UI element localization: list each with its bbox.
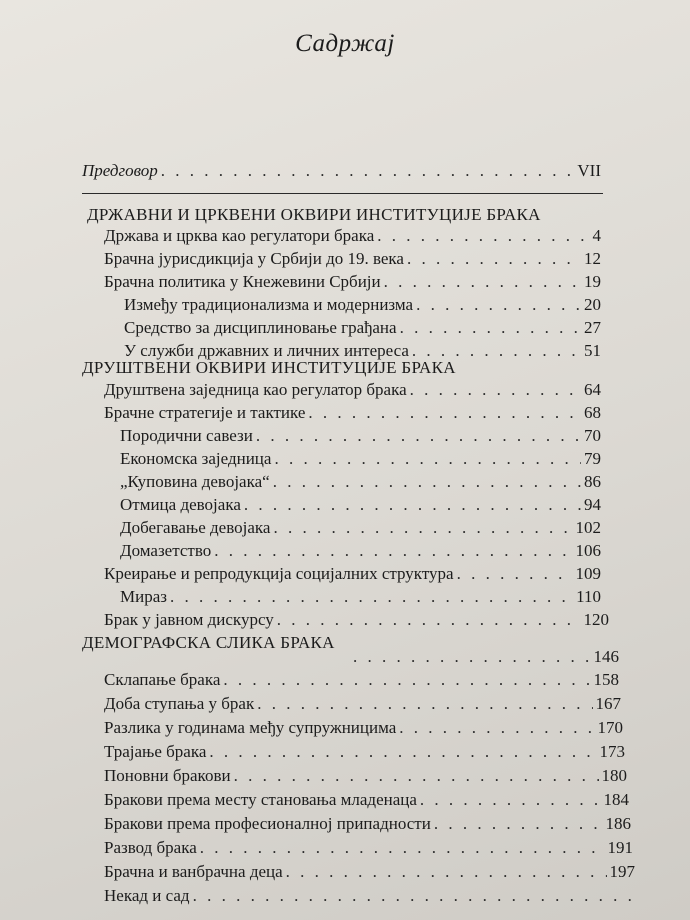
leader-dots bbox=[377, 226, 589, 246]
toc-entry[interactable] bbox=[104, 886, 635, 906]
entry-label: Трајање брака bbox=[104, 742, 207, 761]
entry-page: 70 bbox=[584, 426, 601, 445]
leader-dots bbox=[257, 694, 592, 714]
toc-entry[interactable] bbox=[104, 610, 609, 630]
leader-dots bbox=[420, 790, 601, 810]
entry-page: 51 bbox=[584, 341, 601, 360]
entry-page: 184 bbox=[603, 790, 629, 809]
entry-label: Бракови према месту становања младенаца bbox=[104, 790, 417, 809]
entry-label: Средство за дисциплиновање грађана bbox=[124, 318, 397, 337]
leader-dots bbox=[277, 610, 581, 630]
leader-dots bbox=[399, 718, 594, 738]
entry-page: 173 bbox=[599, 742, 625, 761]
leader-dots bbox=[274, 449, 581, 469]
entry-page: 19 bbox=[584, 272, 601, 291]
entry-page: 146 bbox=[593, 647, 619, 666]
entry-page: 120 bbox=[583, 610, 609, 629]
toc-entry[interactable] bbox=[120, 587, 601, 607]
leader-dots bbox=[223, 670, 590, 690]
toc-entry-preface[interactable] bbox=[82, 161, 601, 181]
entry-label: Бракови према професионалној припадности bbox=[104, 814, 431, 833]
toc-entry[interactable] bbox=[120, 495, 601, 515]
toc-entry[interactable] bbox=[104, 564, 601, 584]
leader-dots bbox=[200, 838, 605, 858]
page-title: Садржај bbox=[295, 30, 395, 57]
toc-entry[interactable] bbox=[104, 790, 629, 810]
leader-dots bbox=[193, 886, 632, 906]
entry-label: Брачна и ванбрачна деца bbox=[104, 862, 283, 881]
entry-page: 109 bbox=[575, 564, 601, 583]
toc-entry[interactable] bbox=[104, 380, 601, 400]
entry-page: 158 bbox=[593, 670, 619, 689]
entry-label: Породични савези bbox=[120, 426, 253, 445]
entry-page: 20 bbox=[584, 295, 601, 314]
entry-label: Домазетство bbox=[120, 541, 212, 560]
toc-entry[interactable] bbox=[104, 838, 633, 858]
entry-label: „Куповина девојака“ bbox=[120, 472, 270, 491]
entry-label: Поновни бракови bbox=[104, 766, 231, 785]
leader-dots bbox=[416, 295, 581, 315]
leader-dots bbox=[407, 249, 581, 269]
toc-entry[interactable] bbox=[350, 647, 619, 667]
leader-dots bbox=[434, 814, 603, 834]
leader-dots bbox=[256, 426, 581, 446]
entry-page: 102 bbox=[575, 518, 601, 537]
entry-label: Брак у јавном дискурсу bbox=[104, 610, 274, 629]
toc-entry[interactable] bbox=[104, 814, 631, 834]
entry-label: Креирање и репродукција социјалних структура bbox=[104, 564, 454, 583]
entry-label: Брачна политика у Кнежевини Србији bbox=[104, 272, 381, 291]
section-heading: ДРУШТВЕНИ ОКВИРИ ИНСТИТУЦИЈЕ БРАКА bbox=[82, 358, 456, 377]
toc-entry[interactable] bbox=[104, 272, 601, 292]
leader-dots bbox=[273, 472, 581, 492]
toc-entry[interactable] bbox=[120, 426, 601, 446]
divider bbox=[82, 193, 603, 194]
toc-entry[interactable] bbox=[104, 694, 621, 714]
entry-label: Добегавање девојака bbox=[120, 518, 271, 537]
entry-page: 94 bbox=[584, 495, 601, 514]
entry-page: 68 bbox=[584, 403, 601, 422]
entry-page: 12 bbox=[584, 249, 601, 268]
entry-page: 64 bbox=[584, 380, 601, 399]
toc-entry[interactable] bbox=[104, 718, 623, 738]
toc-entry[interactable] bbox=[104, 249, 601, 269]
entry-page: 186 bbox=[605, 814, 631, 833]
entry-label: Између традиционализма и модернизма bbox=[124, 295, 414, 314]
entry-label: Разлика у годинама међу супружницима bbox=[104, 718, 397, 737]
entry-label: Склапање брака bbox=[104, 670, 221, 689]
section-heading: ДЕМОГРАФСКА СЛИКА БРАКА bbox=[82, 633, 335, 652]
toc-entry[interactable] bbox=[104, 226, 601, 246]
leader-dots bbox=[209, 742, 596, 762]
entry-label: Брачне стратегије и тактике bbox=[104, 403, 306, 422]
entry-label: Некад и сад bbox=[104, 886, 190, 905]
entry-page: 170 bbox=[597, 718, 623, 737]
entry-label: Економска заједница bbox=[120, 449, 272, 468]
entry-label: Предговор bbox=[82, 161, 158, 180]
leader-dots bbox=[308, 403, 581, 423]
toc-entry[interactable] bbox=[104, 403, 601, 423]
entry-page: 106 bbox=[575, 541, 601, 560]
toc-entry[interactable] bbox=[104, 862, 635, 882]
toc-entry[interactable] bbox=[104, 742, 625, 762]
leader-dots bbox=[244, 495, 581, 515]
leader-dots bbox=[400, 318, 581, 338]
entry-page: 191 bbox=[607, 838, 633, 857]
entry-page: 180 bbox=[601, 766, 627, 785]
entry-page: 79 bbox=[584, 449, 601, 468]
entry-label: Држава и црква као регулатори брака bbox=[104, 226, 375, 245]
entry-label: У служби државних и личних интереса bbox=[124, 341, 409, 360]
entry-label: Друштвена заједница као регулатор брака bbox=[104, 380, 407, 399]
toc-entry[interactable] bbox=[124, 295, 601, 315]
entry-page: 86 bbox=[584, 472, 601, 491]
entry-label: Отмица девојака bbox=[120, 495, 241, 514]
toc-entry[interactable] bbox=[120, 449, 601, 469]
entry-label: Развод брака bbox=[104, 838, 197, 857]
toc-entry[interactable] bbox=[120, 472, 601, 492]
entry-page: VII bbox=[577, 161, 601, 180]
entry-page: 167 bbox=[595, 694, 621, 713]
leader-dots bbox=[457, 564, 573, 584]
toc-entry[interactable] bbox=[104, 766, 627, 786]
leader-dots bbox=[234, 766, 599, 786]
leader-dots bbox=[410, 380, 581, 400]
toc-entry[interactable] bbox=[104, 670, 619, 690]
entry-page: 197 bbox=[609, 862, 635, 881]
toc-entry[interactable] bbox=[120, 541, 601, 561]
leader-dots bbox=[161, 161, 575, 181]
leader-dots bbox=[170, 587, 573, 607]
leader-dots bbox=[273, 518, 572, 538]
leader-dots bbox=[353, 647, 591, 667]
entry-label: Доба ступања у брак bbox=[104, 694, 255, 713]
leader-dots bbox=[286, 862, 607, 882]
toc-entry[interactable] bbox=[120, 518, 601, 538]
leader-dots bbox=[214, 541, 572, 561]
entry-label: Мираз bbox=[120, 587, 167, 606]
entry-page: 27 bbox=[584, 318, 601, 337]
entry-label: Брачна јурисдикција у Србији до 19. века bbox=[104, 249, 404, 268]
entry-page: 110 bbox=[576, 587, 601, 606]
leader-dots bbox=[384, 272, 581, 292]
section-heading: ДРЖАВНИ И ЦРКВЕНИ ОКВИРИ ИНСТИТУЦИЈЕ БРАКА bbox=[87, 205, 541, 224]
entry-page: 4 bbox=[592, 226, 601, 245]
toc-entry[interactable] bbox=[124, 318, 601, 338]
